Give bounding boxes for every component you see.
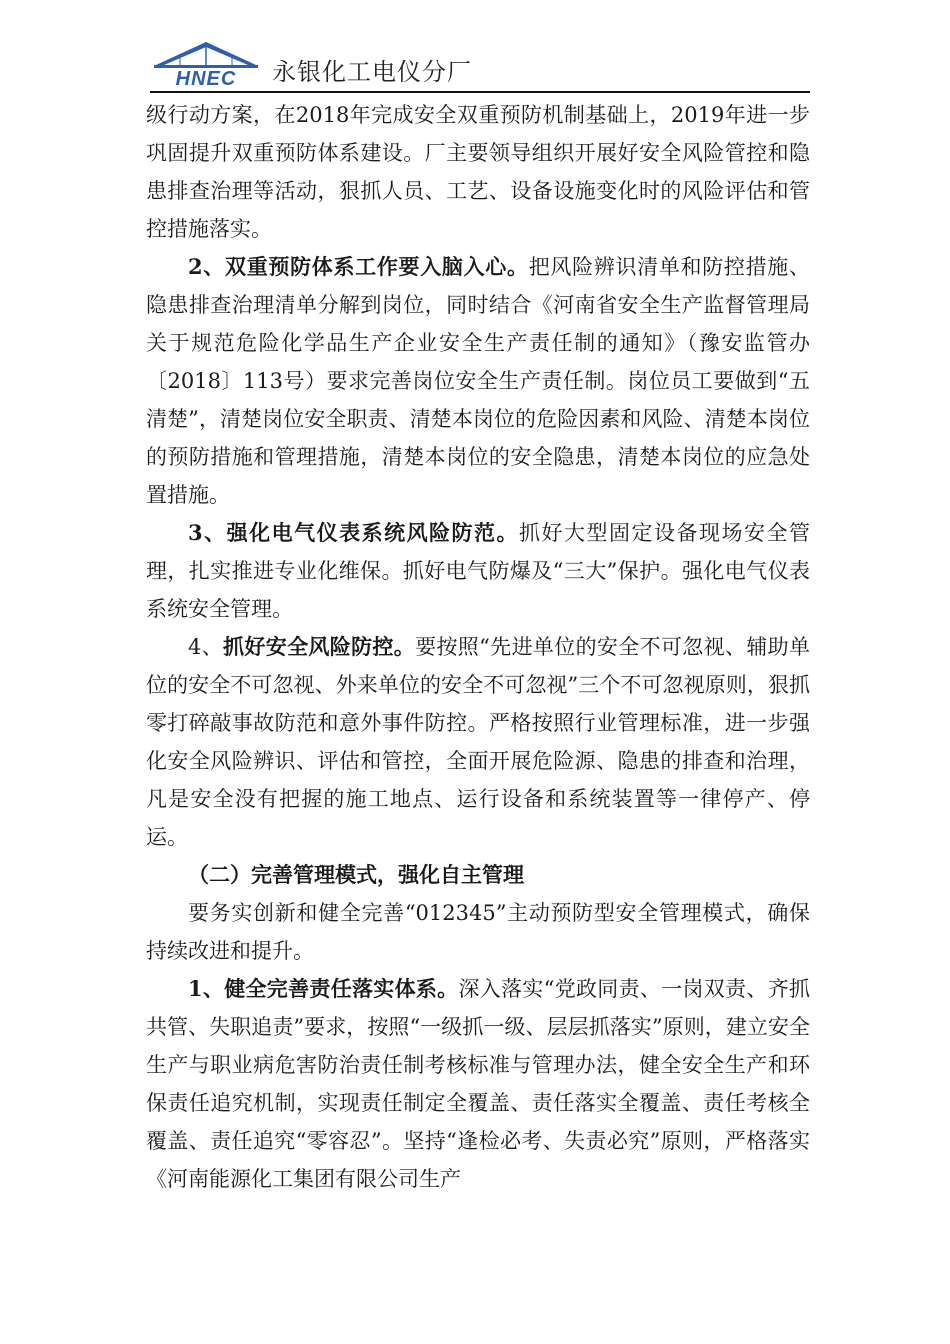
paragraph: 3、强化电气仪表系统风险防范。抓好大型固定设备现场安全管理，扎实推进专业化维保。抓好电气防爆及“三大”保护。强化电气仪表系统安全管理。 [146,520,810,621]
company-name: 永银化工电仪分厂 [272,58,472,86]
paragraph-lead: 2、双重预防体系工作要入脑入心。 [188,254,529,279]
paragraph-lead: 抓好安全风险防控。 [223,634,416,659]
paragraph-lead: 3、强化电气仪表系统风险防范。 [188,520,520,545]
paragraph: 要务实创新和健全完善“012345”主动预防型安全管理模式，确保持续改进和提升。 [146,901,810,963]
paragraph-lead: 1、健全完善责任落实体系。 [188,976,459,1001]
section-heading: （二）完善管理模式，强化自主管理 [188,862,524,887]
header-divider [150,91,810,93]
paragraph: 4、抓好安全风险防控。要按照“先进单位的安全不可忽视、辅助单位的安全不可忽视、外来单位的安全不可忽视”三个不可忽视原则，狠抓零打碎敲事故防范和意外事件防控。严格按照行业管理标准，进一步强化安全风险辨识、评估和管控，全面开展危险源、隐患的排查和治理，凡是安全没有把握的施工地点、运行设备和系统装置等一律停产、停运。 [146,634,810,849]
paragraph-number: 4、 [188,635,224,659]
paragraph: 级行动方案，在2018年完成安全双重预防机制基础上，2019年进一步巩固提升双重预防体系建设。厂主要领导组织开展好安全风险管控和隐患排查治理等活动，狠抓人员、工艺、设备设施变化时的风险评估和管控措施落实。 [146,103,810,241]
paragraph: 2、双重预防体系工作要入脑入心。把风险辨识清单和防控措施、隐患排查治理清单分解到岗位，同时结合《河南省安全生产监督管理局关于规范危险化学品生产企业安全生产责任制的通知》（豫安监管办〔2018〕113号）要求完善岗位安全生产责任制。岗位员工要做到“五清楚”，清楚岗位安全职责、清楚本岗位的危险因素和风险、清楚本岗位的预防措施和管理措施，清楚本岗位的安全隐患，清楚本岗位的应急处置措施。 [146,254,810,507]
logo-lettering: HNEC [175,68,237,88]
document-body [146,96,810,1198]
hnec-logo-icon [150,38,262,88]
paragraph: 1、健全完善责任落实体系。深入落实“党政同责、一岗双责、齐抓共管、失职追责”要求，按照“一级抓一级、层层抓落实”原则，建立安全生产与职业病危害防治责任制考核标准与管理办法，健全安全生产和环保责任追究机制，实现责任制定全覆盖、责任落实全覆盖、责任考核全覆盖、责任追究“零容忍”。坚持“逢检必考、失责必究”原则，严格落实《河南能源化工集团有限公司生产 [146,976,810,1191]
page-header [150,34,810,92]
